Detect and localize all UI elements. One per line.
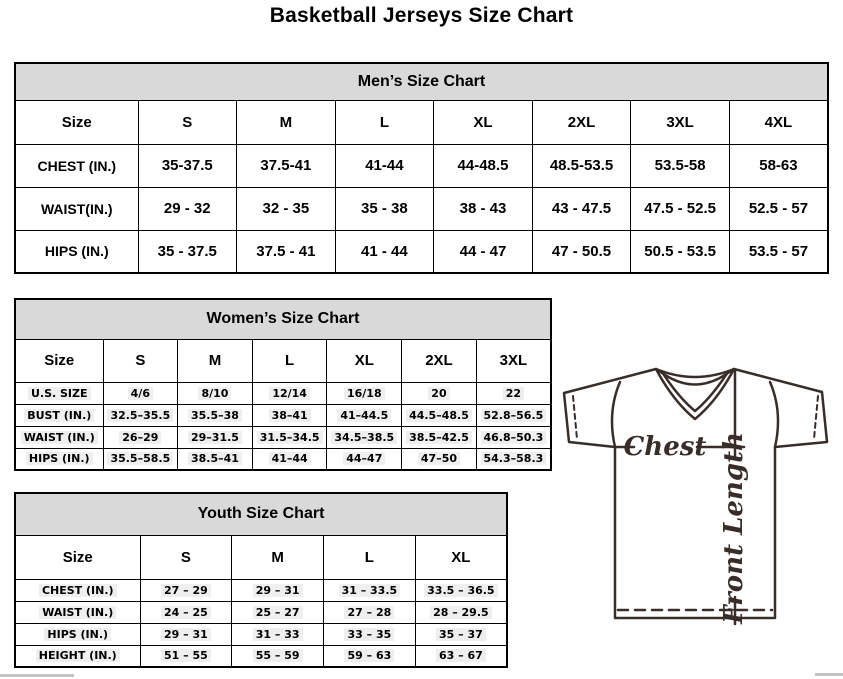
size-value-cell: 35 - 38 bbox=[335, 187, 434, 230]
size-value-cell: 50.5 - 53.5 bbox=[631, 230, 730, 273]
column-header: 4XL bbox=[729, 100, 828, 144]
row-label: BUST (IN.) bbox=[15, 404, 103, 426]
size-value-cell: 26–29 bbox=[103, 426, 178, 448]
column-header: S bbox=[103, 339, 178, 382]
size-value-cell: 44–47 bbox=[327, 448, 402, 470]
table-row bbox=[15, 230, 828, 273]
size-value-cell: 35-37.5 bbox=[138, 144, 237, 187]
size-value-cell: 37.5-41 bbox=[237, 144, 336, 187]
size-value-cell: 16/18 bbox=[327, 382, 402, 404]
mens-size-table bbox=[14, 62, 829, 274]
size-value-cell: 44.5–48.5 bbox=[402, 404, 477, 426]
column-header: M bbox=[232, 535, 324, 579]
size-value-cell: 29 – 31 bbox=[232, 579, 324, 601]
size-value-cell: 24 – 25 bbox=[140, 601, 232, 623]
size-value-cell: 12/14 bbox=[252, 382, 327, 404]
page-title: Basketball Jerseys Size Chart bbox=[269, 4, 574, 27]
column-header: L bbox=[335, 100, 434, 144]
size-value-cell: 43 - 47.5 bbox=[532, 187, 631, 230]
table-row bbox=[15, 535, 507, 579]
column-header: M bbox=[237, 100, 336, 144]
size-value-cell: 41–44.5 bbox=[327, 404, 402, 426]
column-header: M bbox=[178, 339, 253, 382]
table-row bbox=[15, 645, 507, 667]
size-value-cell: 46.8–50.3 bbox=[476, 426, 551, 448]
size-value-cell: 8/10 bbox=[178, 382, 253, 404]
row-label: HEIGHT (IN.) bbox=[15, 645, 140, 667]
size-value-cell: 25 – 27 bbox=[232, 601, 324, 623]
horizontal-scrollbar-thumb[interactable] bbox=[0, 674, 74, 677]
row-label: HIPS (IN.) bbox=[15, 448, 103, 470]
size-value-cell: 37.5 - 41 bbox=[237, 230, 336, 273]
size-value-cell: 28 – 29.5 bbox=[415, 601, 507, 623]
table-row bbox=[15, 448, 551, 470]
size-value-cell: 27 – 28 bbox=[324, 601, 416, 623]
table-row bbox=[15, 100, 828, 144]
size-value-cell: 41–44 bbox=[252, 448, 327, 470]
column-header: 3XL bbox=[476, 339, 551, 382]
row-label: CHEST (IN.) bbox=[15, 144, 138, 187]
table-row bbox=[15, 579, 507, 601]
size-value-cell: 31.5–34.5 bbox=[252, 426, 327, 448]
table-row bbox=[15, 187, 828, 230]
youth-section-title: Youth Size Chart bbox=[15, 493, 507, 535]
horizontal-scrollbar-fragment[interactable] bbox=[815, 673, 843, 676]
size-value-cell: 34.5–38.5 bbox=[327, 426, 402, 448]
column-header: S bbox=[138, 100, 237, 144]
table-row bbox=[15, 426, 551, 448]
table-row bbox=[15, 63, 828, 100]
size-value-cell: 29 – 31 bbox=[140, 623, 232, 645]
size-value-cell: 53.5 - 57 bbox=[729, 230, 828, 273]
table-row bbox=[15, 493, 507, 535]
table-row bbox=[15, 144, 828, 187]
row-label: U.S. SIZE bbox=[15, 382, 103, 404]
size-value-cell: 41 - 44 bbox=[335, 230, 434, 273]
size-value-cell: 63 – 67 bbox=[415, 645, 507, 667]
size-value-cell: 31 – 33 bbox=[232, 623, 324, 645]
size-value-cell: 27 – 29 bbox=[140, 579, 232, 601]
size-value-cell: 54.3–58.3 bbox=[476, 448, 551, 470]
size-value-cell: 41-44 bbox=[335, 144, 434, 187]
row-label: HIPS (IN.) bbox=[15, 230, 138, 273]
size-value-cell: 29–31.5 bbox=[178, 426, 253, 448]
size-value-cell: 59 – 63 bbox=[324, 645, 416, 667]
size-value-cell: 47 - 50.5 bbox=[532, 230, 631, 273]
womens-section-title: Women’s Size Chart bbox=[15, 299, 551, 339]
size-value-cell: 38.5–41 bbox=[178, 448, 253, 470]
size-value-cell: 33.5 – 36.5 bbox=[415, 579, 507, 601]
table-row bbox=[15, 404, 551, 426]
size-value-cell: 22 bbox=[476, 382, 551, 404]
row-label: HIPS (IN.) bbox=[15, 623, 140, 645]
youth-size-table bbox=[14, 492, 508, 668]
size-value-cell: 44 - 47 bbox=[434, 230, 533, 273]
front-length-label: Front Length bbox=[719, 432, 749, 624]
mens-section-title: Men’s Size Chart bbox=[15, 63, 828, 100]
womens-size-table bbox=[14, 298, 552, 471]
size-value-cell: 33 – 35 bbox=[324, 623, 416, 645]
table-row bbox=[15, 299, 551, 339]
size-value-cell: 52.5 - 57 bbox=[729, 187, 828, 230]
size-value-cell: 35.5–58.5 bbox=[103, 448, 178, 470]
size-value-cell: 35 – 37 bbox=[415, 623, 507, 645]
column-header: XL bbox=[327, 339, 402, 382]
row-label: WAIST(IN.) bbox=[15, 187, 138, 230]
size-value-cell: 35.5–38 bbox=[178, 404, 253, 426]
column-header: S bbox=[140, 535, 232, 579]
column-header: Size bbox=[15, 535, 140, 579]
size-value-cell: 47–50 bbox=[402, 448, 477, 470]
jersey-outline bbox=[564, 369, 827, 618]
column-header: XL bbox=[434, 100, 533, 144]
table-row bbox=[15, 623, 507, 645]
chest-label: Chest bbox=[623, 432, 707, 462]
column-header: Size bbox=[15, 339, 103, 382]
column-header: XL bbox=[415, 535, 507, 579]
row-label: CHEST (IN.) bbox=[15, 579, 140, 601]
size-value-cell: 38–41 bbox=[252, 404, 327, 426]
size-value-cell: 32.5–35.5 bbox=[103, 404, 178, 426]
size-value-cell: 38 - 43 bbox=[434, 187, 533, 230]
size-value-cell: 35 - 37.5 bbox=[138, 230, 237, 273]
size-value-cell: 38.5–42.5 bbox=[402, 426, 477, 448]
size-value-cell: 29 - 32 bbox=[138, 187, 237, 230]
size-value-cell: 51 – 55 bbox=[140, 645, 232, 667]
size-value-cell: 52.8–56.5 bbox=[476, 404, 551, 426]
size-value-cell: 44-48.5 bbox=[434, 144, 533, 187]
size-value-cell: 4/6 bbox=[103, 382, 178, 404]
size-value-cell: 47.5 - 52.5 bbox=[631, 187, 730, 230]
size-value-cell: 20 bbox=[402, 382, 477, 404]
column-header: 2XL bbox=[402, 339, 477, 382]
table-row bbox=[15, 382, 551, 404]
row-label: WAIST (IN.) bbox=[15, 601, 140, 623]
size-value-cell: 55 – 59 bbox=[232, 645, 324, 667]
column-header: 2XL bbox=[532, 100, 631, 144]
jersey-diagram bbox=[558, 361, 843, 631]
size-value-cell: 31 – 33.5 bbox=[324, 579, 416, 601]
column-header: 3XL bbox=[631, 100, 730, 144]
column-header: L bbox=[252, 339, 327, 382]
size-value-cell: 48.5-53.5 bbox=[532, 144, 631, 187]
row-label: WAIST (IN.) bbox=[15, 426, 103, 448]
size-value-cell: 32 - 35 bbox=[237, 187, 336, 230]
table-row bbox=[15, 601, 507, 623]
table-row bbox=[15, 339, 551, 382]
column-header: L bbox=[324, 535, 416, 579]
size-value-cell: 58-63 bbox=[729, 144, 828, 187]
size-value-cell: 53.5-58 bbox=[631, 144, 730, 187]
column-header: Size bbox=[15, 100, 138, 144]
